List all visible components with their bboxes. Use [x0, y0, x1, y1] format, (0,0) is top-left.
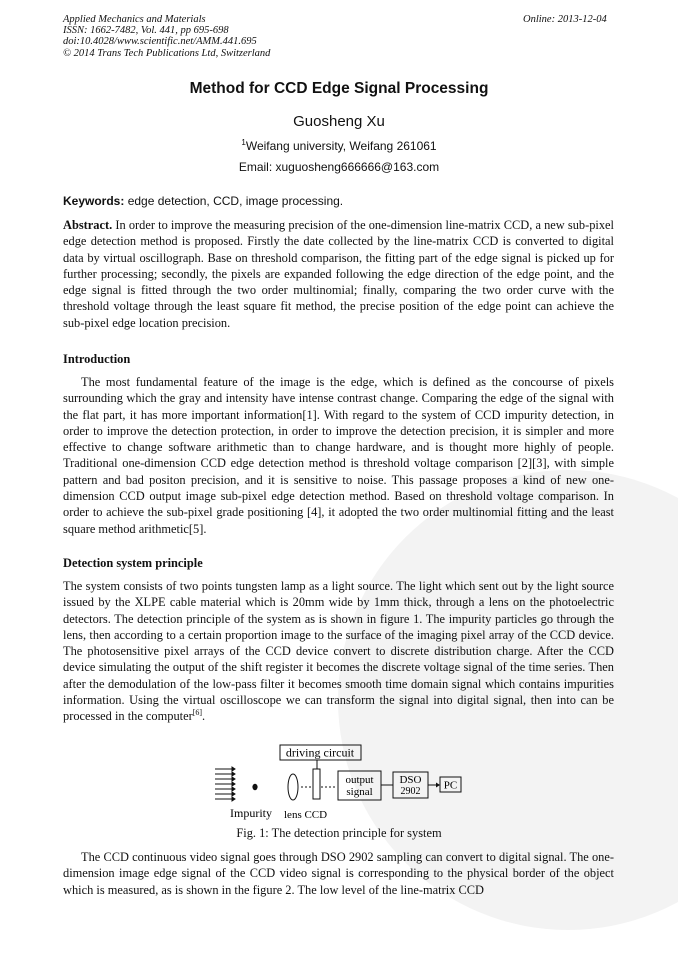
affiliation-mark: 1: [241, 138, 246, 147]
figure-1-caption: Fig. 1: The detection principle for system: [236, 826, 442, 840]
introduction-paragraph: The most fundamental feature of the image is the edge, which is defined as the concourse of pixels surrounding which the gray and intensity have intense contrast change. Comparing the edge of the signal with the flat part, it has more important information[1]. With regard to the system of CCD impurity detection, in order to improve the detection protection, in order to improve the detection precision, it is simpler and more effective to change software arithmetic than to change hardware, and is thought more highly of people. Traditional one-dimension CCD edge detection method is threshold voltage comparison [2][3], with simple pattern and bad positon precision, and it is sensitive to noise. This passage proposes a kind of new one-dimension CCD output image sub-pixel edge detection method. Based on threshold voltage comparison. In order to achieve the sub-pixel grade positioning [4], it adopted the two order multinomial fitting and the least square method arithmetic[5].: [63, 375, 614, 536]
output-signal-label-1: output: [345, 774, 374, 786]
keywords-label: Keywords:: [63, 194, 125, 208]
online-date: Online: 2013-12-04: [523, 14, 607, 25]
pc-label: PC: [443, 779, 458, 792]
impurity-label: Impurity: [230, 806, 272, 820]
detection-paragraph: [63, 578, 614, 725]
driving-circuit-label: driving circuit: [285, 745, 355, 760]
output-signal-label-2: signal: [346, 786, 373, 798]
detection-text: The system consists of two points tungsten lamp as a light source. The light which sent out by the light source issued by the XLPE cable material which is 20mm wide by 1mm thick, through a lens on the photoelectric detectors. The detection principle of the system as is shown in figure 1. The impurity particles go through the lens, then according to a certain proportion image to the surface of the imaging pixel array of the CCD device. The photosensitive pixel arrays of the CCD device convert to discrete distribution charge. After the CCD device simulating the output of the shift register it becomes the discrete voltage signal of the time series. Then after the demodulation of the low-pass filter it becomes smooth time domain signal which contains impurities information. Using the virtual oscilloscope we can transform the signal into digital signal, then into can be processed in the computer: [63, 579, 614, 724]
issn-line: ISSN: 1662-7482, Vol. 441, pp 695-698: [63, 25, 229, 37]
abstract-label: Abstract.: [63, 218, 113, 232]
system-diagram: [200, 741, 480, 827]
journal-name: Applied Mechanics and Materials: [63, 14, 206, 25]
detection-period: .: [202, 709, 206, 724]
page-title: Method for CCD Edge Signal Processing: [189, 80, 489, 97]
impurity-particle: [252, 784, 257, 790]
detection-heading: Detection system principle: [63, 556, 203, 570]
author-email: Email: xuguosheng666666@163.com: [238, 160, 440, 174]
dso-label-2: 2902: [400, 786, 421, 797]
introduction-heading: Introduction: [63, 352, 131, 366]
light-arrows: [215, 767, 235, 801]
ccd-sensor: [313, 769, 320, 799]
detection-reference: [6]: [192, 708, 203, 718]
keywords: [63, 194, 343, 208]
lens-shape: [288, 774, 298, 800]
affiliation: [0, 139, 678, 153]
copyright-line: © 2014 Trans Tech Publications Ltd, Switzerland: [63, 47, 271, 59]
journal-header: [63, 14, 270, 59]
affiliation-text: Weifang university, Weifang 261061: [245, 139, 437, 153]
keywords-text: edge detection, CCD, image processing.: [124, 194, 344, 208]
author-name: Guosheng Xu: [293, 113, 385, 130]
abstract: [63, 217, 614, 331]
abstract-text: In order to improve the measuring precision of the one-dimension line-matrix CCD, a new sub-pixel edge detection method is proposed. Firstly the date collected by the line-matrix CCD is converted to digital data by virtual oscillograph. Base on threshold comparison, the fitting part of the edge signal is picked up for further processing; secondly, the pixels are expanded following the edge direction of the edge point, and the edge signal is fitted through the two order multinomial; finally, comparing the two order curve with the threshold voltage through the least square fit method, the precise position of the edge point can achieve the sub-pixel edge location precision.: [63, 218, 614, 330]
dso-label-1: DSO: [399, 774, 422, 786]
doi-line: doi:10.4028/www.scientific.net/AMM.441.695: [63, 36, 257, 48]
figure-1: [200, 741, 480, 827]
lens-ccd-label: lens CCD: [284, 809, 328, 821]
ccd-signal-paragraph: The CCD continuous video signal goes through DSO 2902 sampling can convert to digital signal. The one-dimension image edge signal of the CCD video signal is corresponding to the physical border of the object which is measured, as is shown in the figure 2. The low level of the line-matrix CCD: [63, 850, 614, 897]
